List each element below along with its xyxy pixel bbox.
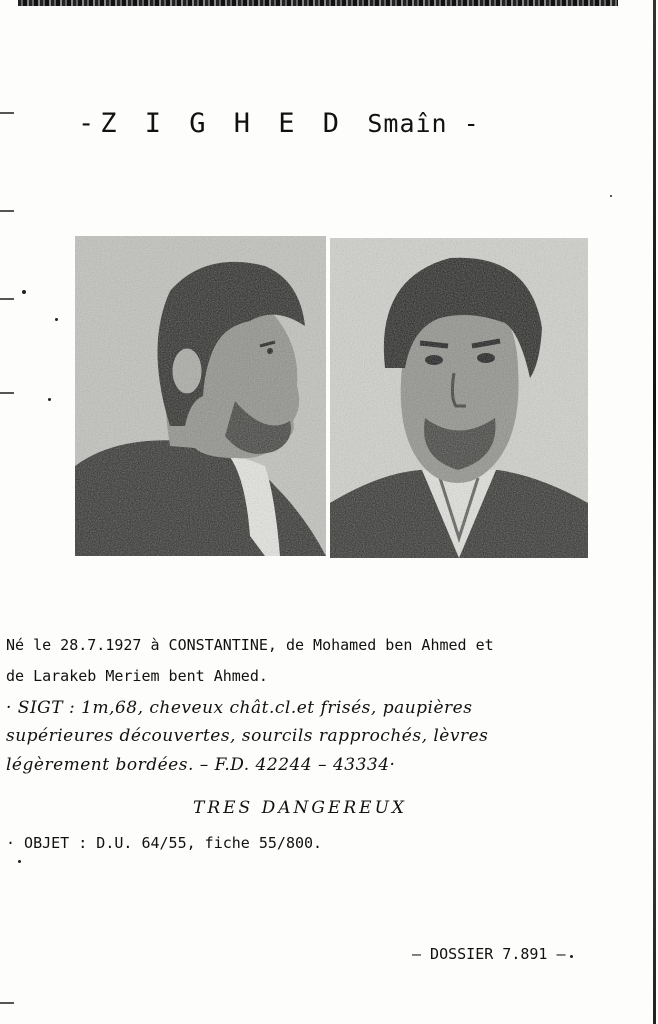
description-line-3: légèrement bordées. – F.D. 42244 – 43334· (6, 755, 396, 775)
scan-right-edge (653, 0, 656, 1024)
frontal-photo-image (330, 238, 588, 558)
scan-top-edge (18, 0, 618, 6)
margin-mark (0, 210, 14, 212)
scan-speck (48, 398, 51, 401)
profile-photo-image (75, 236, 326, 556)
scan-speck (570, 955, 573, 958)
dossier-number: – DOSSIER 7.891 – (412, 945, 566, 963)
warning-label: TRES DANGEREUX (193, 798, 408, 818)
scan-speck (22, 290, 26, 294)
margin-mark (0, 392, 14, 394)
birth-line-2: de Larakeb Meriem bent Ahmed. (6, 667, 268, 685)
profile-photo (75, 236, 326, 556)
page-title (78, 108, 480, 139)
title-given-name: Smaîn - (367, 109, 480, 138)
margin-mark (0, 1002, 14, 1004)
birth-line-1: Né le 28.7.1927 à CONSTANTINE, de Mohamed ben Ahmed et (6, 636, 494, 654)
objet-line: · OBJET : D.U. 64/55, fiche 55/800. (6, 834, 323, 852)
title-surname: -Z I G H E D (78, 108, 346, 139)
description-line-1: · SIGT : 1m,68, cheveux chât.cl.et frisés, paupières (6, 698, 473, 718)
margin-mark (0, 112, 14, 114)
frontal-photo (330, 238, 588, 558)
scan-speck (610, 195, 612, 197)
scan-speck (18, 860, 21, 863)
scan-speck (55, 318, 58, 321)
margin-mark (0, 298, 14, 300)
description-line-2: supérieures découvertes, sourcils rapprochés, lèvres (6, 726, 489, 746)
